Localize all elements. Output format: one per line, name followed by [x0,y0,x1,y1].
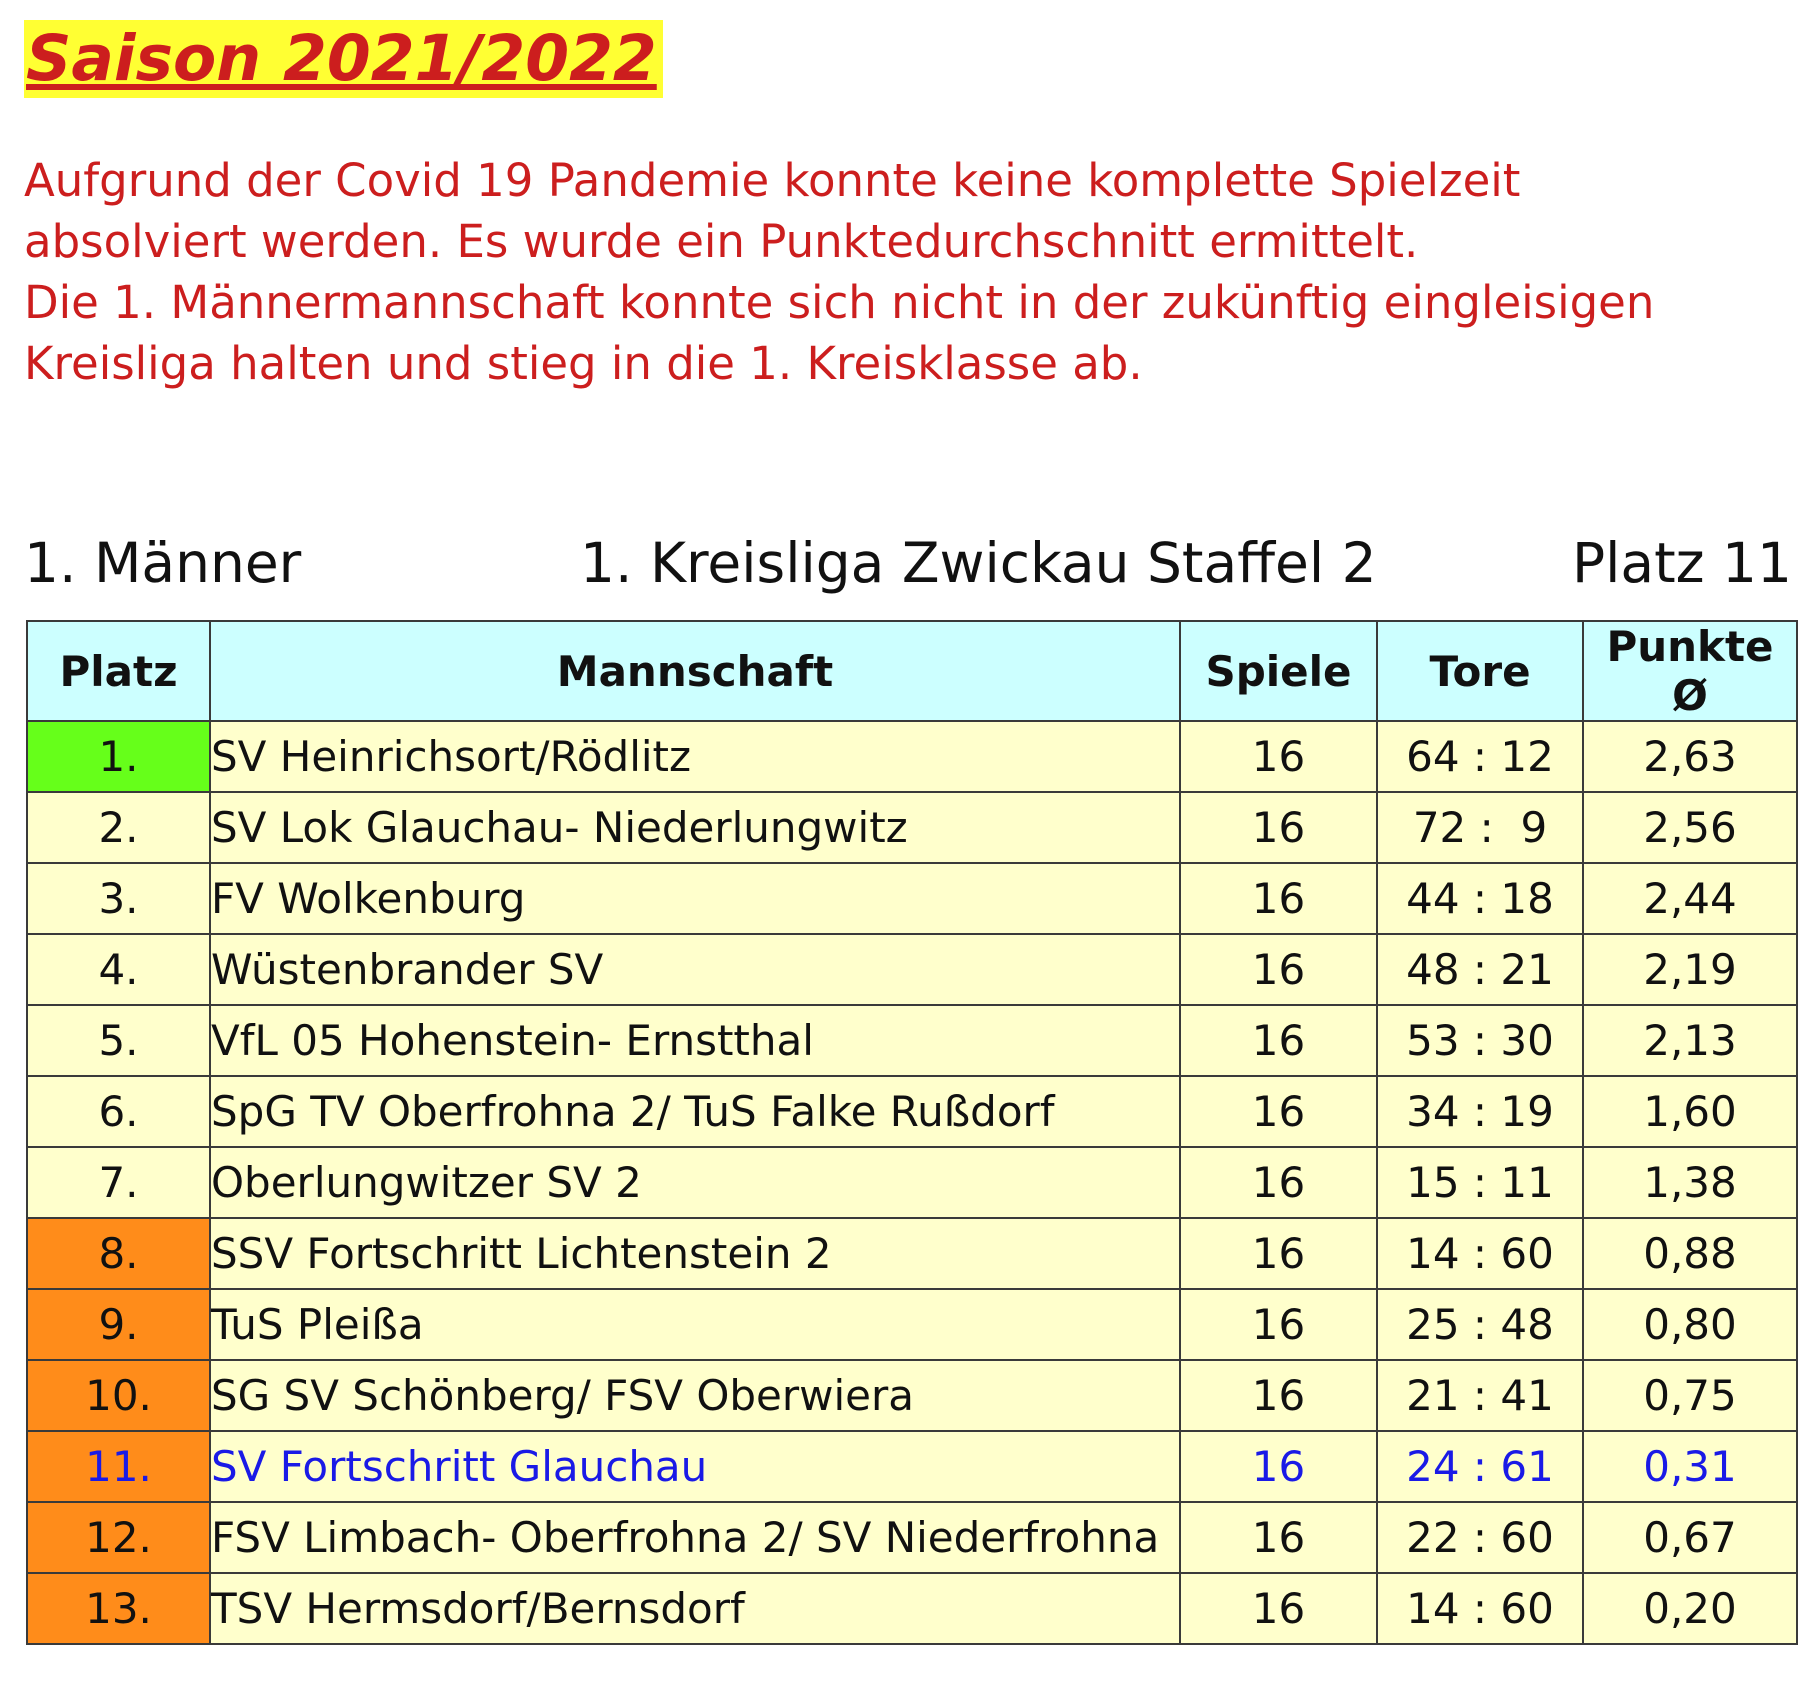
team-cell: FSV Limbach- Oberfrohna 2/ SV Niederfrohna [210,1502,1180,1573]
goals-cell: 48 : 21 [1377,934,1583,1005]
standings-table [26,620,1798,1645]
points-cell: 0,75 [1583,1360,1797,1431]
rank-cell: 5. [27,1005,210,1076]
goals-cell: 21 : 41 [1377,1360,1583,1431]
intro-line: Kreisliga halten und stieg in die 1. Kreisklasse ab. [24,337,1143,390]
rank-cell: 12. [27,1502,210,1573]
goals-cell: 53 : 30 [1377,1005,1583,1076]
table-row [27,1573,1797,1644]
column-header-mannschaft: Mannschaft [210,621,1180,721]
goals-cell: 14 : 60 [1377,1573,1583,1644]
table-row [27,1289,1797,1360]
rank-cell: 8. [27,1218,210,1289]
goals-cell: 64 : 12 [1377,721,1583,792]
table-row [27,721,1797,792]
team-cell: SV Heinrichsort/Rödlitz [210,721,1180,792]
rank-cell: 3. [27,863,210,934]
games-cell: 16 [1180,792,1377,863]
goals-cell: 34 : 19 [1377,1076,1583,1147]
points-cell: 2,13 [1583,1005,1797,1076]
points-cell: 0,31 [1583,1431,1797,1502]
games-cell: 16 [1180,1076,1377,1147]
column-header-spiele: Spiele [1180,621,1377,721]
games-cell: 16 [1180,1502,1377,1573]
games-cell: 16 [1180,1218,1377,1289]
league-name: 1. Kreisliga Zwickau Staffel 2 [580,531,1377,595]
rank-cell: 1. [27,721,210,792]
points-cell: 0,88 [1583,1218,1797,1289]
season-title: Saison 2021/2022 [24,20,663,98]
team-cell: SV Fortschritt Glauchau [210,1431,1180,1502]
table-row [27,934,1797,1005]
table-heading [24,528,1792,598]
team-cell: TSV Hermsdorf/Bernsdorf [210,1573,1180,1644]
games-cell: 16 [1180,934,1377,1005]
table-row [27,1147,1797,1218]
rank-cell: 7. [27,1147,210,1218]
table-row [27,863,1797,934]
goals-cell: 24 : 61 [1377,1431,1583,1502]
intro-line: Die 1. Männermannschaft konnte sich nicht in der zukünftig eingleisigen [24,276,1655,329]
games-cell: 16 [1180,1289,1377,1360]
team-cell: SpG TV Oberfrohna 2/ TuS Falke Rußdorf [210,1076,1180,1147]
team-cell: Oberlungwitzer SV 2 [210,1147,1180,1218]
goals-cell: 22 : 60 [1377,1502,1583,1573]
rank-cell: 13. [27,1573,210,1644]
column-header-punkte: Punkte Ø [1583,621,1797,721]
team-label: 1. Männer [24,531,302,595]
games-cell: 16 [1180,863,1377,934]
goals-cell: 15 : 11 [1377,1147,1583,1218]
points-cell: 0,20 [1583,1573,1797,1644]
rank-cell: 11. [27,1431,210,1502]
rank-cell: 6. [27,1076,210,1147]
table-row [27,1431,1797,1502]
column-header-tore: Tore [1377,621,1583,721]
intro-line: Aufgrund der Covid 19 Pandemie konnte keine komplette Spielzeit [24,154,1521,207]
rank-cell: 2. [27,792,210,863]
table-row [27,1502,1797,1573]
table-row [27,1218,1797,1289]
points-cell: 0,67 [1583,1502,1797,1573]
goals-cell: 44 : 18 [1377,863,1583,934]
points-cell: 2,44 [1583,863,1797,934]
intro-line: absolviert werden. Es wurde ein Punktedurchschnitt ermittelt. [24,215,1419,268]
games-cell: 16 [1180,1005,1377,1076]
table-row [27,792,1797,863]
games-cell: 16 [1180,1147,1377,1218]
points-cell: 1,60 [1583,1076,1797,1147]
rank-cell: 9. [27,1289,210,1360]
table-header-row [27,621,1797,721]
team-cell: Wüstenbrander SV [210,934,1180,1005]
goals-cell: 14 : 60 [1377,1218,1583,1289]
team-cell: SG SV Schönberg/ FSV Oberwiera [210,1360,1180,1431]
column-header-platz: Platz [27,621,210,721]
placement-label: Platz 11 [1571,531,1792,595]
points-cell: 1,38 [1583,1147,1797,1218]
table-row [27,1076,1797,1147]
team-cell: TuS Pleißa [210,1289,1180,1360]
team-cell: SV Lok Glauchau- Niederlungwitz [210,792,1180,863]
points-cell: 2,19 [1583,934,1797,1005]
points-cell: 0,80 [1583,1289,1797,1360]
goals-cell: 72 : 9 [1377,792,1583,863]
team-cell: SSV Fortschritt Lichtenstein 2 [210,1218,1180,1289]
table-row [27,1360,1797,1431]
table-row [27,1005,1797,1076]
games-cell: 16 [1180,721,1377,792]
team-cell: FV Wolkenburg [210,863,1180,934]
games-cell: 16 [1180,1360,1377,1431]
points-cell: 2,63 [1583,721,1797,792]
intro-text [24,150,1794,394]
rank-cell: 4. [27,934,210,1005]
rank-cell: 10. [27,1360,210,1431]
games-cell: 16 [1180,1431,1377,1502]
games-cell: 16 [1180,1573,1377,1644]
goals-cell: 25 : 48 [1377,1289,1583,1360]
team-cell: VfL 05 Hohenstein- Ernstthal [210,1005,1180,1076]
points-cell: 2,56 [1583,792,1797,863]
